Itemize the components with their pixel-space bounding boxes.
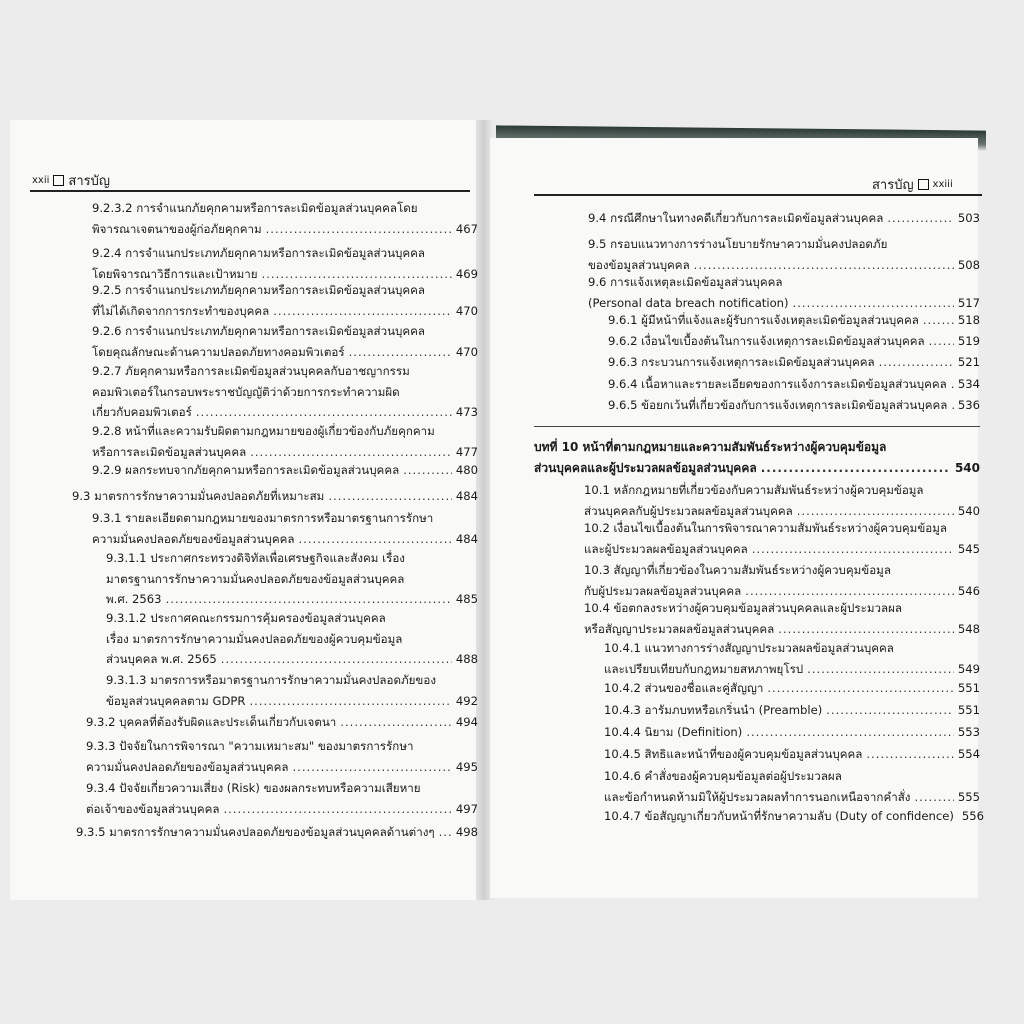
toc-entry-text: หรือสัญญาประมวลผลข้อมูลส่วนบุคคล bbox=[584, 621, 775, 636]
toc-entry-line bbox=[86, 778, 478, 799]
toc-entry bbox=[86, 736, 478, 777]
toc-entry-line bbox=[584, 480, 980, 501]
toc-entry-text: 9.2.5 การจำแนกประเภทภัยคุกคามหรือการละเมิดข้อมูลส่วนบุคคล bbox=[92, 283, 426, 297]
toc-entry-text: 9.6 การแจ้งเหตุละเมิดข้อมูลส่วนบุคคล bbox=[588, 275, 783, 289]
toc-entry-text: เกี่ยวกับคอมพิวเตอร์ bbox=[92, 405, 192, 419]
toc-entry-line bbox=[604, 766, 980, 787]
toc-page-number: 494 bbox=[455, 715, 478, 729]
toc-entry-text: 9.3 มาตรการรักษาความมั่นคงปลอดภัยที่เหมาะสม bbox=[72, 489, 325, 503]
toc-entry-line bbox=[92, 198, 478, 219]
dot-leader bbox=[196, 402, 452, 423]
toc-entry bbox=[584, 598, 980, 639]
toc-entry bbox=[72, 486, 478, 507]
toc-entry-text: และผู้ประมวลผลข้อมูลส่วนบุคคล bbox=[584, 541, 748, 556]
toc-entry-text: บทที่ 10 หน้าที่ตามกฎหมายและความสัมพันธ์ระหว่างผู้ควบคุมข้อมูล bbox=[534, 440, 887, 454]
toc-entry-line bbox=[534, 437, 980, 458]
toc-entry-text: พ.ศ. 2563 bbox=[106, 592, 162, 606]
toc-page-number: 484 bbox=[455, 531, 478, 546]
toc-entry-line bbox=[588, 272, 980, 293]
toc-entry-line bbox=[106, 691, 478, 712]
toc-entry bbox=[92, 508, 478, 549]
toc-page-number: 495 bbox=[455, 759, 478, 774]
toc-entry-line bbox=[584, 518, 980, 539]
toc-entry bbox=[604, 700, 980, 721]
toc-entry bbox=[92, 421, 478, 462]
toc-page-number: 497 bbox=[455, 801, 478, 816]
dot-leader bbox=[328, 486, 452, 507]
toc-page-number: 545 bbox=[957, 541, 980, 556]
toc-entry-text: 9.6.4 เนื้อหาและรายละเอียดของการแจ้งการละเมิดข้อมูลส่วนบุคคล bbox=[608, 377, 947, 391]
left-page-header bbox=[32, 170, 110, 191]
toc-entry bbox=[604, 766, 980, 807]
toc-entry-text: 9.2.6 การจำแนกประเภทภัยคุกคามหรือการละเมิดข้อมูลส่วนบุคคล bbox=[92, 324, 426, 338]
toc-entry-text: 9.3.2 บุคคลที่ต้องรับผิดและประเด็นเกี่ยวกับเจตนา bbox=[86, 715, 337, 729]
toc-entry-text: หรือการละเมิดข้อมูลส่วนบุคคล bbox=[92, 444, 247, 459]
toc-entry-text: 9.6.2 เงื่อนไขเบื้องต้นในการแจ้งเหตุการละเมิดข้อมูลส่วนบุคคล bbox=[608, 334, 925, 348]
toc-entry-text: 10.4.2 ส่วนของชื่อและคู่สัญญา bbox=[604, 681, 764, 695]
toc-entry bbox=[608, 352, 980, 373]
toc-entry bbox=[588, 208, 980, 229]
dot-leader bbox=[298, 529, 451, 550]
toc-entry-text: 10.4.3 อารัมภบทหรือเกริ่นนำ (Preamble) bbox=[604, 703, 823, 717]
toc-entry bbox=[92, 243, 478, 284]
toc-entry-text: ต่อเจ้าของข้อมูลส่วนบุคคล bbox=[86, 801, 220, 816]
toc-entry bbox=[604, 722, 980, 743]
toc-entry-line bbox=[584, 619, 980, 640]
toc-entry-line bbox=[588, 208, 980, 229]
toc-entry bbox=[604, 744, 980, 765]
dot-leader bbox=[349, 342, 452, 363]
dot-leader bbox=[923, 310, 954, 331]
left-page-number: xxii bbox=[32, 175, 50, 186]
toc-page-number: 503 bbox=[957, 211, 980, 225]
toc-entry-text: ส่วนบุคคล พ.ศ. 2565 bbox=[106, 652, 217, 666]
dot-leader bbox=[767, 678, 954, 699]
toc-page-number: 467 bbox=[455, 221, 478, 236]
dot-leader bbox=[866, 744, 953, 765]
toc-page-number: 521 bbox=[957, 355, 980, 369]
toc-entry bbox=[76, 822, 478, 843]
toc-entry-line bbox=[86, 736, 478, 757]
toc-entry-text: กับผู้ประมวลผลข้อมูลส่วนบุคคล bbox=[584, 583, 742, 598]
toc-entry-text: 10.3 สัญญาที่เกี่ยวข้องในความสัมพันธ์ระหว่างผู้ควบคุมข้อมูล bbox=[584, 563, 891, 577]
toc-entry bbox=[608, 374, 980, 395]
toc-entry bbox=[604, 806, 985, 827]
toc-entry-text: เรื่อง มาตรการรักษาความมั่นคงปลอดภัยของผู้ควบคุมข้อมูล bbox=[106, 631, 403, 646]
right-header-rule bbox=[534, 194, 982, 196]
toc-entry-text: 9.3.5 มาตรการรักษาความมั่นคงปลอดภัยของข้อมูลส่วนบุคคลด้านต่างๆ bbox=[76, 825, 435, 839]
toc-entry-line bbox=[604, 722, 980, 743]
toc-page-number: 534 bbox=[957, 377, 980, 391]
toc-page-number: 553 bbox=[957, 725, 980, 739]
toc-entry-line bbox=[604, 806, 985, 827]
chapter-separator bbox=[534, 426, 980, 427]
toc-entry-text: 9.6.3 กระบวนการแจ้งเหตุการละเมิดข้อมูลส่วนบุคคล bbox=[608, 355, 875, 369]
toc-entry-line bbox=[588, 234, 980, 255]
toc-entry-line bbox=[92, 342, 478, 363]
toc-entry bbox=[604, 638, 980, 679]
toc-page-number: 488 bbox=[455, 652, 478, 666]
toc-page-number: 470 bbox=[455, 344, 478, 359]
toc-page-number: 508 bbox=[957, 257, 980, 272]
toc-page-number: 473 bbox=[455, 405, 478, 419]
toc-entry-text: ความมั่นคงปลอดภัยของข้อมูลส่วนบุคคล bbox=[92, 531, 295, 546]
dot-leader bbox=[951, 374, 954, 395]
toc-page-number: 492 bbox=[455, 693, 478, 708]
toc-entry-text: 10.1 หลักกฎหมายที่เกี่ยวข้องกับความสัมพันธ์ระหว่างผู้ควบคุมข้อมูล bbox=[584, 483, 924, 497]
toc-entry bbox=[86, 712, 478, 733]
dot-leader bbox=[807, 659, 954, 680]
dot-leader bbox=[929, 331, 954, 352]
toc-entry-line bbox=[92, 219, 478, 240]
toc-entry-text: 9.2.3.2 การจำแนกภัยคุกคามหรือการละเมิดข้อมูลส่วนบุคคลโดย bbox=[92, 201, 418, 215]
toc-entry-text: 9.3.1.3 มาตรการหรือมาตรฐานการรักษาความมั่นคงปลอดภัยของ bbox=[106, 673, 436, 687]
toc-entry-line bbox=[106, 569, 478, 590]
right-page-title: สารบัญ bbox=[872, 178, 914, 193]
toc-entry-text: 9.6.5 ข้อยกเว้นที่เกี่ยวข้องกับการแจ้งเหตุการละเมิดข้อมูลส่วนบุคคล bbox=[608, 398, 948, 412]
toc-entry bbox=[92, 361, 478, 423]
toc-entry bbox=[106, 548, 478, 610]
toc-entry-text: 10.4.1 แนวทางการร่างสัญญาประมวลผลข้อมูลส่วนบุคคล bbox=[604, 641, 894, 655]
toc-entry-line bbox=[584, 560, 980, 581]
toc-entry-text: 9.2.7 ภัยคุกคามหรือการละเมิดข้อมูลส่วนบุคคลกับอาชญากรรม bbox=[92, 364, 410, 378]
toc-entry-line bbox=[92, 460, 478, 481]
toc-entry-line bbox=[608, 331, 980, 352]
toc-entry-line bbox=[86, 799, 478, 820]
toc-entry-text: พิจารณาเจตนาของผู้ก่อภัยคุกคาม bbox=[92, 221, 262, 236]
toc-entry-text: โดยคุณลักษณะด้านความปลอดภัยทางคอมพิวเตอร์ bbox=[92, 344, 345, 359]
left-page-title: สารบัญ bbox=[68, 174, 110, 189]
toc-entry-line bbox=[92, 321, 478, 342]
toc-entry-text: 9.3.3 ปัจจัยในการพิจารณา "ความเหมาะสม" ของมาตรการรักษา bbox=[86, 739, 414, 753]
dot-leader bbox=[166, 589, 452, 610]
toc-entry-text: 9.6.1 ผู้มีหน้าที่แจ้งและผู้รับการแจ้งเหตุละเมิดข้อมูลส่วนบุคคล bbox=[608, 313, 919, 327]
toc-page-number: 480 bbox=[455, 463, 478, 477]
toc-entry-text: มาตรฐานการรักษาความมั่นคงปลอดภัยของข้อมูลส่วนบุคคล bbox=[106, 571, 405, 586]
toc-entry-line bbox=[92, 382, 478, 403]
dot-leader bbox=[266, 219, 452, 240]
toc-entry bbox=[604, 678, 980, 699]
toc-page-number: 519 bbox=[957, 334, 980, 348]
toc-entry bbox=[584, 518, 980, 559]
toc-entry-text: 9.3.1.2 ประกาศคณะกรรมการคุ้มครองข้อมูลส่วนบุคคล bbox=[106, 611, 386, 625]
toc-entry-line bbox=[92, 301, 478, 322]
toc-entry-line bbox=[92, 529, 478, 550]
dot-leader bbox=[879, 352, 954, 373]
left-header-rule bbox=[30, 190, 470, 192]
toc-page-number: 536 bbox=[957, 398, 980, 412]
toc-entry-line bbox=[604, 744, 980, 765]
toc-page-number: 470 bbox=[455, 303, 478, 318]
toc-entry bbox=[608, 310, 980, 331]
toc-entry-line bbox=[106, 589, 478, 610]
square-bullet-icon bbox=[53, 175, 64, 186]
dot-leader bbox=[273, 301, 452, 322]
toc-entry-text: 10.4.6 คำสั่งของผู้ควบคุมข้อมูลต่อผู้ประมวลผล bbox=[604, 769, 842, 783]
dot-leader bbox=[439, 822, 452, 843]
toc-entry-line bbox=[608, 352, 980, 373]
dot-leader bbox=[403, 460, 452, 481]
right-page-number: xxiii bbox=[932, 179, 953, 190]
toc-entry bbox=[588, 234, 980, 275]
toc-entry-text: (Personal data breach notification) bbox=[588, 295, 789, 310]
toc-page-number: 556 bbox=[961, 809, 985, 823]
toc-page-number: 549 bbox=[957, 661, 980, 676]
toc-entry bbox=[106, 608, 478, 670]
toc-entry bbox=[92, 321, 478, 362]
toc-entry-line bbox=[72, 486, 478, 507]
toc-entry-line bbox=[92, 280, 478, 301]
dot-leader bbox=[752, 539, 954, 560]
toc-entry bbox=[92, 198, 478, 239]
toc-entry-line bbox=[106, 548, 478, 569]
dot-leader bbox=[250, 442, 452, 463]
toc-entry-text: 10.4.7 ข้อสัญญาเกี่ยวกับหน้าที่รักษาความลับ (Duty of confidence) bbox=[604, 809, 954, 823]
toc-entry bbox=[608, 331, 980, 352]
toc-entry bbox=[584, 560, 980, 601]
toc-entry-line bbox=[608, 374, 980, 395]
toc-entry-line bbox=[608, 310, 980, 331]
toc-entry-text: ส่วนบุคคลกับผู้ประมวลผลข้อมูลส่วนบุคคล bbox=[584, 503, 793, 518]
toc-entry-line bbox=[92, 421, 478, 442]
toc-entry-line bbox=[534, 458, 980, 479]
dot-leader bbox=[778, 619, 954, 640]
toc-entry-line bbox=[604, 678, 980, 699]
dot-leader bbox=[826, 700, 954, 721]
toc-chapter-entry bbox=[534, 437, 980, 478]
toc-entry-text: โดยพิจารณาวิธีการและเป้าหมาย bbox=[92, 266, 258, 281]
toc-entry bbox=[86, 778, 478, 819]
toc-entry-line bbox=[604, 700, 980, 721]
toc-entry-line bbox=[608, 395, 980, 416]
toc-page-number: 477 bbox=[455, 444, 478, 459]
toc-page-number: 498 bbox=[455, 825, 478, 839]
toc-entry-text: ความมั่นคงปลอดภัยของข้อมูลส่วนบุคคล bbox=[86, 759, 289, 774]
dot-leader bbox=[914, 787, 953, 808]
toc-entry-text: 10.2 เงื่อนไขเบื้องต้นในการพิจารณาความสัมพันธ์ระหว่างผู้ควบคุมข้อมูล bbox=[584, 521, 947, 535]
toc-page-number: 554 bbox=[957, 747, 980, 761]
toc-entry-line bbox=[106, 608, 478, 629]
toc-page-number: 551 bbox=[957, 703, 980, 717]
dot-leader bbox=[746, 722, 954, 743]
toc-entry-line bbox=[604, 638, 980, 659]
toc-entry-line bbox=[604, 787, 980, 808]
toc-entry-line bbox=[106, 670, 478, 691]
dot-leader bbox=[340, 712, 452, 733]
toc-page-number: 469 bbox=[455, 266, 478, 281]
toc-page-number: 518 bbox=[957, 313, 980, 327]
toc-entry-text: 9.2.4 การจำแนกประเภทภัยคุกคามหรือการละเมิดข้อมูลส่วนบุคคล bbox=[92, 246, 426, 260]
toc-entry-line bbox=[92, 402, 478, 423]
toc-entry-text: 10.4.5 สิทธิและหน้าที่ของผู้ควบคุมข้อมูลส่วนบุคคล bbox=[604, 747, 863, 761]
toc-entry bbox=[584, 480, 980, 521]
toc-page-number: 485 bbox=[455, 592, 478, 606]
toc-entry-line bbox=[106, 649, 478, 670]
toc-entry-line bbox=[86, 712, 478, 733]
toc-entry-text: 10.4 ข้อตกลงระหว่างผู้ควบคุมข้อมูลส่วนบุคคลและผู้ประมวลผล bbox=[584, 601, 902, 615]
toc-entry-line bbox=[106, 629, 478, 650]
right-page-header bbox=[872, 174, 953, 195]
toc-entry-line bbox=[76, 822, 478, 843]
toc-entry-text: 10.4.4 นิยาม (Definition) bbox=[604, 725, 743, 739]
toc-entry bbox=[106, 670, 478, 711]
toc-entry-text: และเปรียบเทียบกับกฎหมายสหภาพยุโรป bbox=[604, 661, 804, 676]
toc-entry-text: ที่ไม่ได้เกิดจากการกระทำของบุคคล bbox=[92, 303, 270, 318]
toc-entry-line bbox=[584, 539, 980, 560]
dot-leader bbox=[887, 208, 954, 229]
toc-entry-line bbox=[86, 757, 478, 778]
toc-entry-text: 9.2.8 หน้าที่และความรับผิดตามกฎหมายของผู้เกี่ยวข้องกับภัยคุกคาม bbox=[92, 424, 435, 438]
toc-page-number: 517 bbox=[957, 295, 980, 310]
dot-leader bbox=[221, 649, 452, 670]
toc-entry-text: 9.4 กรณีศึกษาในทางคดีเกี่ยวกับการละเมิดข้อมูลส่วนบุคคล bbox=[588, 211, 884, 225]
toc-entry-text: ข้อมูลส่วนบุคคลตาม GDPR bbox=[106, 693, 246, 708]
toc-entry-text: 9.2.9 ผลกระทบจากภัยคุกคามหรือการละเมิดข้อมูลส่วนบุคคล bbox=[92, 463, 400, 477]
square-bullet-icon bbox=[918, 179, 929, 190]
toc-entry-line bbox=[92, 361, 478, 382]
toc-entry-line bbox=[584, 598, 980, 619]
toc-entry-text: 9.5 กรอบแนวทางการร่างนโยบายรักษาความมั่นคงปลอดภัย bbox=[588, 237, 888, 251]
toc-entry bbox=[92, 460, 478, 481]
toc-entry bbox=[92, 280, 478, 321]
toc-entry bbox=[588, 272, 980, 313]
dot-leader bbox=[292, 757, 451, 778]
toc-entry-line bbox=[92, 243, 478, 264]
toc-entry-text: และข้อกำหนดห้ามมิให้ผู้ประมวลผลทำการนอกเหนือจากคำสั่ง bbox=[604, 789, 911, 804]
toc-page-number: 555 bbox=[957, 789, 980, 804]
dot-leader bbox=[761, 458, 951, 479]
toc-page-number: 548 bbox=[957, 621, 980, 636]
toc-entry-line bbox=[92, 508, 478, 529]
toc-entry-text: คอมพิวเตอร์ในกรอบพระราชบัญญัติว่าด้วยการกระทำความผิด bbox=[92, 384, 400, 399]
dot-leader bbox=[951, 395, 954, 416]
toc-entry bbox=[608, 395, 980, 416]
toc-entry-text: ของข้อมูลส่วนบุคคล bbox=[588, 257, 690, 272]
dot-leader bbox=[223, 799, 451, 820]
toc-entry-text: ส่วนบุคคลและผู้ประมวลผลข้อมูลส่วนบุคคล bbox=[534, 460, 757, 475]
toc-page-number: 484 bbox=[455, 489, 478, 503]
toc-entry-text: 9.3.4 ปัจจัยเกี่ยวความเสี่ยง (Risk) ของผลกระทบหรือความเสียหาย bbox=[86, 781, 421, 795]
toc-entry-line bbox=[604, 659, 980, 680]
toc-entry-text: 9.3.1 รายละเอียดตามกฎหมายของมาตรการหรือมาตรฐานการรักษา bbox=[92, 511, 434, 525]
toc-entry-text: 9.3.1.1 ประกาศกระทรวงดิจิทัลเพื่อเศรษฐกิจและสังคม เรื่อง bbox=[106, 551, 405, 565]
toc-page-number: 540 bbox=[957, 503, 980, 518]
toc-entry-line bbox=[92, 442, 478, 463]
dot-leader bbox=[249, 691, 451, 712]
toc-page-number: 546 bbox=[957, 583, 980, 598]
toc-page-number: 551 bbox=[957, 681, 980, 695]
toc-page-number: 540 bbox=[954, 460, 980, 475]
